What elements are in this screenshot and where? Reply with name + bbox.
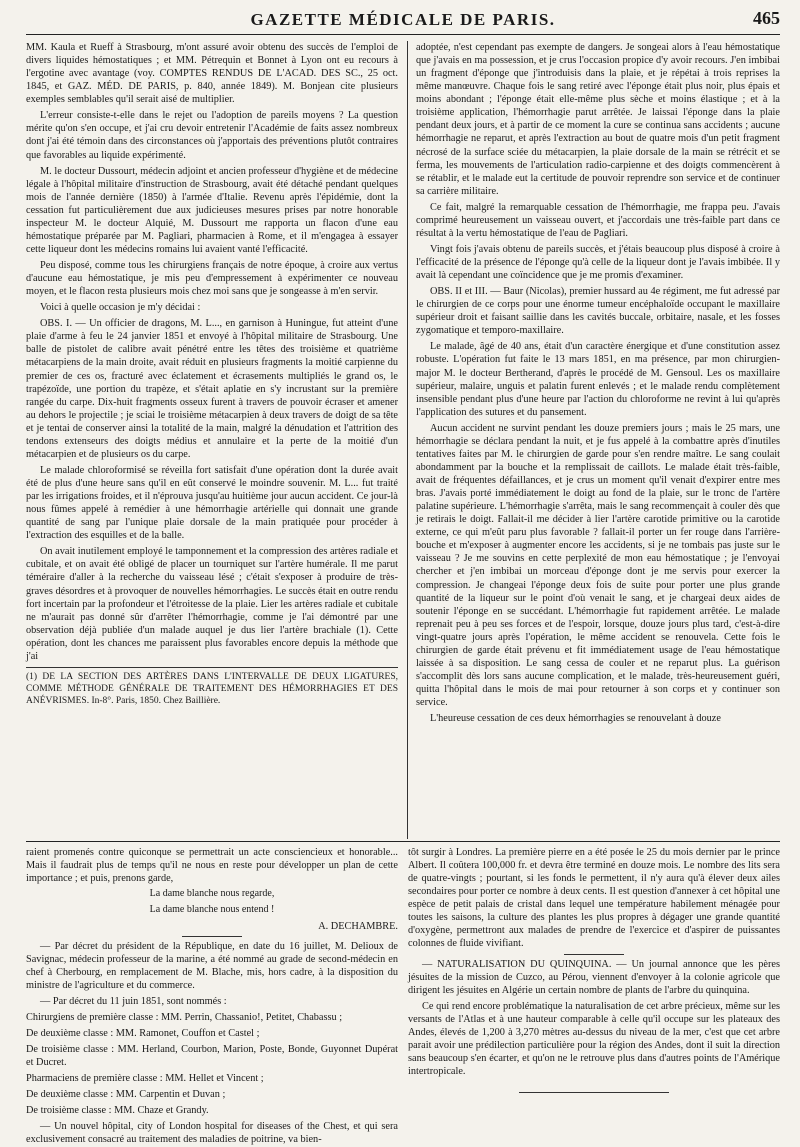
footnote-divider [26,667,398,668]
right-column [407,41,780,839]
verse-line: La dame blanche nous regarde, [149,888,275,900]
section-divider [564,954,624,955]
paragraph: Voici à quelle occasion je m'y décidai : [40,302,201,314]
main-article [26,41,780,839]
paragraph: Le malade, âgé de 40 ans, était d'un caractère énergique et d'une constitution assez robuste. L'opération fut faite le 13 mars 1851, en ma présence, par mon chirurgien-major M. le docteur Bertherand, d'après le procédé de M. Gensoul. Les os maxillaire supérieur, malaire, unguis et palatin furent enlevés ; et le malade rendu complètement insensible pendant plus d'une heure par l'action du chloroforme ne revint à lui qu'après l'application des sutures et du pansement. [416,341,780,418]
paragraph: Vingt fois j'avais obtenu de pareils succès, et j'étais beaucoup plus disposé à croire à l'efficacité de la présence de l'éponge qu'à celle de la liqueur dont je l'avais imbibée. Il y avait là cependant une coïncidence que je me promis d'examiner. [416,243,780,282]
news-item: Chirurgiens de première classe : MM. Perrin, Chassanio!, Petitet, Chabassu ; [26,1011,343,1023]
feuilleton-section [26,846,780,1146]
observation-2-3: OBS. II et III. — Baur (Nicolas), premier hussard au 4e régiment, me fut adressé par le chirurgien de ce corps pour une énorme tumeur encéphaloïde occupant le maxillaire supérieur droit et faisant saillie dans les cavités buccale, orbitaire, nasale, et les fosses zygomatique et temporo-maxillaire. [416,286,780,337]
journal-title: GAZETTE MÉDICALE DE PARIS. [250,10,556,29]
paragraph: tôt surgir à Londres. La première pierre en a été posée le 25 du mois dernier par le prince Albert. Il coûtera 100,000 fr. et devra être terminé en douze mois. Le nombre des lits sera de quatre-vingts ; pourtant, si les fonds le permettent, il n'y aura qu'à élever deux ailes secondaires pour porter ce nombre à deux cents. Il est question d'annexer à cet hôpital une espèce de petit palais de cristal dans lequel une température habilement ménagée pour toutes les saisons, la culture des plantes les plus propres à dégager une grande quantité d'oxygène, permettront aux malades de prendre de l'exercice et d'aspirer de puissantes colonnes de fluide vivifiant. [408,847,780,950]
paragraph: L'erreur consiste-t-elle dans le rejet ou l'adoption de pareils moyens ? La question mérite qu'on s'en occupe, et j'ai cru devoir entretenir l'Académie de faits assez nombreux dont j'ai été témoin dans des circonstances où j'apportais des préventions plutôt contraires que favorables au liquide expérimenté. [26,110,398,161]
news-item: — Un nouvel hôpital, city of London hospital for diseases of the Chest, et qui sera exclusivement consacré au traitement des maladies de poitrine, va bien- [26,1121,398,1146]
paragraph: On avait inutilement employé le tamponnement et la compression des artères radiale et cubitale, et on avait été obligé de placer un tourniquet sur l'artère humérale. Il me parut téméraire d'aller à la recherche du vaisseau lésé ; c'était s'exposer à produire de très-graves désordres et à provoquer de nouvelles hémorrhagies. Le succès était en outre rendu fort incertain par la profondeur et l'étroitesse de la plaie. Lier les artères radiale et cubitale ne m'aurait pas donné sûr d'arrêter l'hémorrhagie, comme je l'ai démontré par une observation déjà publiée d'un malade auquel je dus lier l'artère brachiale (1). Cette opération, dont les chances me paraissent plus favorables encore depuis la méthode que j'ai [26,546,398,662]
paragraph: Le malade chloroformisé se réveilla fort satisfait d'une opération dont la durée avait été de plus d'une heure sans qu'il en eût conservé le moindre souvenir. M. L... fut traité par les irrigations froides, et il n'éprouva jusqu'au huitième jour aucun accident. Ce jour-là nous fûmes appelé à remédier à une hémorrhagie artérielle qui donnait une grande quantité de sang par l'unique plaie dorsale de la main pratiquée pour procéder à l'extraction des esquilles et de la balle. [26,464,398,542]
news-item: — Par décret du 11 juin 1851, sont nommés : [40,995,227,1007]
left-column [26,41,398,839]
paragraph: M. le docteur Dussourt, médecin adjoint et ancien professeur d'hygiène et de médecine légale à l'hôpital militaire d'instruction de Strasbourg, avait été détaché pendant quelques mois de l'année dernière (1850) à l'armée d'Italie. Revenu après l'épidémie, dont la cessation fut particulièrement due aux judicieuses mesures prises par notre honorable inspecteur M. le docteur Alquié, M. Dussourt me rapporta un flacon d'une eau hémostatique préparée par M. Pagliari, pharmacien à Rome, et il m'engagea à essayer cette liqueur dont les médecins romains lui avaient vanté l'efficacité. [26,165,398,255]
news-item: — NATURALISATION DU QUINQUINA. — Un journal annonce que les pères jésuites de la mission de Cuzco, au Pérou, viennent d'envoyer à la colonie agricole que dirigent les jésuites en Algérie un certain nombre de plants de l'arbre du quinquina. [408,958,780,996]
footnote [26,671,398,707]
end-divider [519,1092,669,1093]
verse-line: La dame blanche nous entend ! [149,903,275,915]
news-item: De deuxième classe : MM. Carpentin et Duvan ; [26,1089,226,1101]
paragraph: raient promenés contre quiconque se permettrait un acte consciencieux et honorable... Mais il faudrait plus de temps qu'il ne nous en reste pour développer un plan de cette importance ; et puis, prenons garde, [26,847,398,885]
paragraph: MM. Kaula et Rueff à Strasbourg, m'ont assuré avoir obtenu des succès de l'emploi de divers liquides hémostatiques ; et MM. Pétrequin et Bonnet à Lyon ont eu recours à l'ergotine avec avantage (voy. COMPTES RENDUS DE L'ACAD. DES SC., 25 oct. 1845, et GAZ. MÉD. DE PARIS, p. 840, année 1849). M. Bonjean cite plusieurs exemples semblables qu'il serait aisé de multiplier. [26,42,398,106]
footnote-text: (1) DE LA SECTION DES ARTÈRES DANS L'INTERVALLE DE DEUX LIGATURES, COMME MÉTHODE GÉNÉRALE DE TRAITEMENT DES HÉMORRHAGIES ET DES ANÉVRISMES. In-8°. Paris, 1850. Chez Baillière. [26,671,398,706]
paragraph: L'heureuse cessation de ces deux hémorrhagies se renouvelant à douze [430,713,721,725]
paragraph: adoptée, n'est cependant pas exempte de dangers. Je songeai alors à l'eau hémostatique que j'avais en ma possession, et je crus l'occasion propice d'y avoir recours. J'en imbibai un fragment d'éponge que j'introduisis dans la plaie, et je répétai à trois reprises la même manœuvre. Chaque fois le sang retiré avec l'éponge était plus noir, plus épais et moins abondant ; l'éponge était elle-même plus sèche et moins élastique ; et à la troisième application, l'hémorrhagie parut arrêtée. Je laissai l'éponge dans la plaie pendant deux jours, et à partir de ce moment la cure se continua sans accidents ; aucune hémorrhagie ne reparut, et après l'extraction au bout de quatre mois d'un petit fragment nécrosé de la surface sciée du métacarpien, la plaie dorsale de la main se rétrécit et se ferma, les mouvements de l'articulation radio-carpienne et des doigts commencèrent à se rétablir, et le malade eut la certitude de pouvoir reprendre son service et de continuer sa carrière militaire. [416,42,780,197]
paragraph: Aucun accident ne survint pendant les douze premiers jours ; mais le 25 mars, une hémorrhagie se déclara pendant la nuit, et je fus appelé à la combattre après d'inutiles tentatives faites par M. le chirurgien de garde pour s'en rendre maître. Le sang coulait abondamment par la bouche et la remplissait de caillots. Le malade était très-faible, avait de fréquentes défaillances, et je crus un moment qu'il venait d'expirer entre mes bras. J'avais porté immédiatement le doigt au fond de la plaie, sur le tronc de l'artère palatine supérieure. L'hémorrhagie s'arrêta, mais le sang recommençait à couler dès que je retirais le doigt. Fallait-il me décider à lier l'artère carotide primitive ou la carotide externe, ce qui m'eût paru plus favorable ? fallait-il porter un fer rouge dans l'arrière-bouche et m'exposer à augmenter encore les accidents, si je ne tombais pas juste sur le vaisseau ? Je me souvins en cette perplexité de mon eau hémostatique ; je l'envoyai chercher et j'en imbibai un morceau d'éponge dont je me servis pour exercer la compression. Je changeai l'éponge deux fois de suite pour porter une plus grande quantité de la liqueur sur le point d'où venait le sang, et je chargeai deux aides de soutenir l'éponge en se succédant. L'hémorrhagie fut rapidement arrêtée. Le malade reprenait peu à peu ses forces et de l'espoir, lorsque, douze jours plus tard, c'est-à-dire vingt-quatre jours après l'opération, le même accident se renouvela. Cette fois le chirurgien de garde était prévenu et fit immédiatement usage de l'eau hémostatique laissée à sa disposition. Le sang cessa de couler et ne reparut plus. La guérison s'accomplit dès lors sans aucune complication, et le malade, très-heureusement guéri, quitta l'hôpital dans le mois de mai pour retourner à son corps et y continuer son service. [416,422,780,709]
news-item: Pharmaciens de première classe : MM. Hellet et Vincent ; [26,1073,264,1085]
feuilleton-right-column [408,846,780,1077]
feuilleton-left-column [26,846,398,1146]
news-item: — Par décret du président de la République, en date du 16 juillet, M. Delioux de Savignac, médecin professeur de la marine, a été nommé au grade de second-médecin en chef à Cherbourg, en remplacement de M. Blache, mis, hors cadre, à la disposition du ministre de l'agriculture et du commerce. [26,940,398,991]
news-item: De troisième classe : MM. Herland, Courbon, Marion, Poste, Bonde, Guyonnet Dupérat et Ducret. [26,1044,398,1069]
section-divider [182,936,242,937]
feuilleton-divider [26,841,780,842]
observation-1: OBS. I. — Un officier de dragons, M. L..., en garnison à Huningue, fut atteint d'une plaie d'arme à feu le 24 janvier 1851 et envoyé à l'hôpital militaire de Strasbourg. Une balle de pistolet de calibre avait pénétré entre les têtes des troisième et quatrième métacarpiens de la main droite, avait réduit en plusieurs fragments la moitié carpienne du premier de ces os, fracturé avec éclatement et écrasements multipliés le grand os, le trapézoïde, une portion du trapèze, et s'était aplatie en s'y incrustant sur la première rangée du carpe. Dix-huit fragments osseux furent à travers de pouvoir écraser et amener au dehors le projectile ; je sciai le troisième métacarpien à deux travers de doigt de sa tête et je tentai de conserver ainsi la totalité de la main, malgré la dénudation et l'attrition des tendons extenseurs des doigts médius et annulaire et la perte de la moitié d'un métacarpien et de plusieurs os du carpe. [26,318,398,460]
paragraph: Ce qui rend encore problématique la naturalisation de cet arbre précieux, même sur les versants de l'Atlas et à une hauteur comparable à celle qu'il occupe sur les plateaux des Andes, élevés de 1,200 à 3,270 mètres au-dessus du niveau de la mer, c'est que cet arbre parait avoir une prédilection particulière pour la région des Andes, dont il suit la direction sans beaucoup s'en écarter, et qu'on ne le retrouve plus dans d'autres points de l'Amérique intertropicale. [408,1000,780,1077]
paragraph: Ce fait, malgré la remarquable cessation de l'hémorrhagie, me frappa peu. J'avais comprimé heureusement un vaisseau ouvert, et j'accordais une très-faible part dans ce résultat à la vertu hémostatique de l'eau de Pagliari. [416,201,780,239]
news-item: De troisième classe : MM. Chaze et Grandy. [26,1105,209,1117]
page-number: 465 [753,8,780,28]
author-signature: A. DECHAMBRE. [318,920,398,932]
news-item: De deuxième classe : MM. Ramonet, Couffon et Castel ; [26,1028,260,1039]
page-header [26,8,780,35]
paragraph: Peu disposé, comme tous les chirurgiens français de notre époque, à croire aux vertus d'aucune eau hémostatique, je mis peu d'empressement à expérimenter ce nouveau moyen, et le flacon resta plusieurs mois chez moi sans que je songeasse à m'en servir. [26,260,398,298]
